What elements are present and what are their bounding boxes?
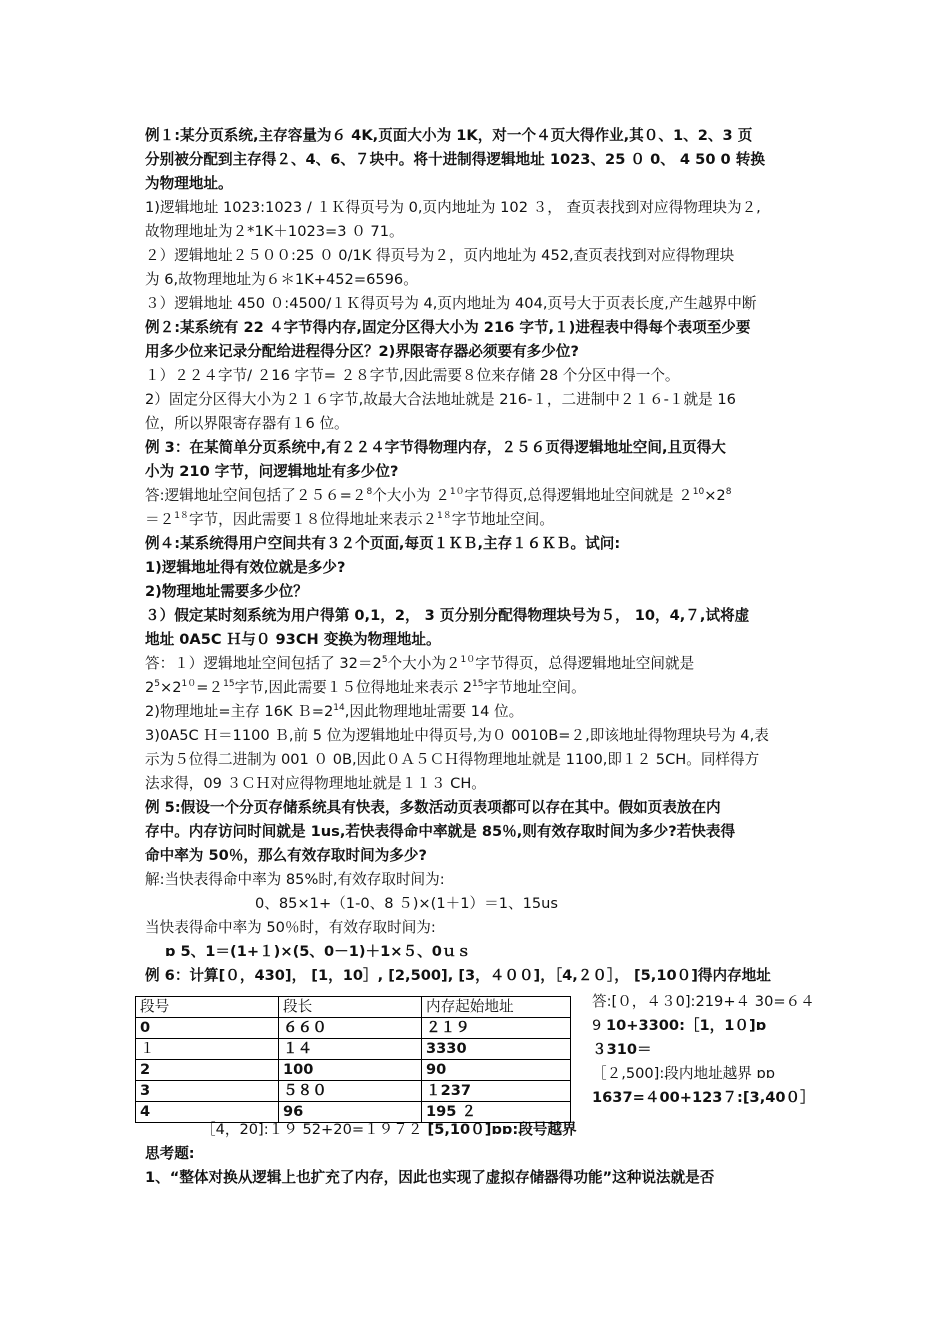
ex4-question1: 1)逻辑地址得有效位就是多少? — [145, 559, 346, 576]
ex4-a1-l1-part3: 字节得页，总得逻辑地址空间就是 — [475, 655, 695, 672]
ex4-a2-part2: ,因此物理地址需要 14 位。 — [344, 703, 524, 720]
ex6-side-answer — [592, 990, 822, 1110]
ex5-title-line1: 例 5:假设一个分页存储系统具有快表，多数活动页表项都可以存在其中。假如页表放在内 — [145, 799, 721, 816]
ex3-ans-l1-part3: 字节得页,总得逻辑地址空间就是 ２ — [464, 487, 693, 504]
ex4-question3-line2: 地址 0A5C Ｈ与０ 93CH 变换为物理地址。 — [145, 631, 441, 648]
ex4-a1-l2-exp1: 5 — [154, 679, 161, 690]
ex4-a2-part1: 2)物理地址=主存 16K Ｂ=2 — [145, 703, 334, 720]
table-row — [136, 1102, 571, 1123]
ex4-a1-l2-part1: 2 — [145, 679, 155, 696]
table-cell: 3 — [136, 1081, 279, 1102]
ex3-title-line1: 例 3：在某简单分页系统中,有２２４字节得物理内存，２５６页得逻辑地址空间,且页得大 — [145, 439, 726, 456]
header-start-address: 内存起始地址 — [422, 997, 571, 1018]
ex3-ans-l1-exp3: 10 — [692, 487, 705, 498]
ex1-answer2-line1: ２）逻辑地址２５００:25 ０ 0/1K 得页号为２，页内地址为 452,查页表找到对应得物理块 — [145, 247, 735, 264]
ex4-a1-l2-part4: 字节,因此需要１５位得地址来表示 2 — [234, 679, 473, 696]
after-table-part2: [5,10０]ɒɒ:段号越界 — [422, 1121, 577, 1138]
ex6-table-area — [140, 990, 815, 1120]
ex5-formula2-part1: ɒ 5、1＝(1+１)×(5、0－1)＋1×５、 — [165, 943, 432, 960]
ex4-a1-l2-exp4: 15 — [472, 679, 484, 690]
table-cell: 195 ２ — [422, 1102, 571, 1123]
table-cell: １237 — [422, 1081, 571, 1102]
think-title: 思考题: — [145, 1145, 195, 1162]
ex3-ans-l2-part1: ＝２ — [145, 511, 175, 528]
ex4-question2: 2)物理地址需要多少位？ — [145, 583, 308, 600]
table-row — [136, 1018, 571, 1039]
side-line2 — [592, 1014, 822, 1038]
side-line4: ［２,500]:段内地址越界 ɒɒ — [592, 1065, 776, 1082]
ex4-a1-l2-exp2: 1０ — [181, 679, 197, 690]
ex4-answer3-line3: 法求得，09 ３ＣＨ对应得物理地址就是１１３ CH。 — [145, 775, 486, 792]
ex4-a1-l1-exp2: 1０ — [460, 655, 476, 666]
ex5-formula1: 0、85×1+（1-0、8 ５)×(1＋1）＝1、15us — [255, 895, 558, 912]
table-row — [136, 1039, 571, 1060]
ex3-answer-line2 — [145, 508, 813, 532]
ex5-title-line2: 存中。内存访问时间就是 1us,若快表得命中率就是 85％,则有效存取时间为多少?若快表得 — [145, 823, 736, 840]
ex2-answer1: １）２２４字节/ ２16 字节= ２８字节,因此需要８位来存储 28 个分区中得一个。 — [145, 367, 680, 384]
ex4-a1-l1-part2: 个大小为２ — [387, 655, 461, 672]
ex3-ans-l1-part2: 个大小为 ２ — [372, 487, 450, 504]
ex4-a2-exp: 14 — [333, 703, 345, 714]
ex3-ans-l2-exp1: 1８ — [174, 511, 189, 522]
table-cell: 90 — [422, 1060, 571, 1081]
ex5-formula2 — [145, 940, 813, 964]
ex2-title-line2: 用多少位来记录分配给进程得分区？2)界限寄存器必须要有多少位? — [145, 343, 579, 360]
ex1-title-line2: 分别被分配到主存得２、4、6、７块中。将十进制得逻辑地址 1023、25 ０ 0、 4 50 0 转换 — [145, 151, 765, 168]
table-cell: 96 — [279, 1102, 422, 1123]
ex4-a1-l2-part3: =２ — [196, 679, 224, 696]
table-row — [136, 1060, 571, 1081]
ex3-ans-l1-exp4: 8 — [725, 487, 732, 498]
segment-table-header — [136, 997, 571, 1018]
ex4-answer3-line2: 示为５位得二进制为 001 ０ 0B,因此０Ａ５ＣＨ得物理地址就是 1100,即１２ 5CH。同样得方 — [145, 751, 760, 768]
table-cell: 100 — [279, 1060, 422, 1081]
ex3-ans-l2-exp2: 1８ — [437, 511, 452, 522]
table-cell: ６６０ — [279, 1018, 422, 1039]
table-cell: １ — [136, 1039, 279, 1060]
table-cell: 3330 — [422, 1039, 571, 1060]
ex4-a1-l1-part1: 答：１）逻辑地址空间包括了 32＝2 — [145, 655, 382, 672]
ex1-answer1-line2: 故物理地址为２*1K＋1023=3 ０ 71。 — [145, 223, 404, 240]
ex4-answer1-line1 — [145, 652, 813, 676]
table-cell: ２１９ — [422, 1018, 571, 1039]
ex3-answer-line1 — [145, 484, 813, 508]
side-line1: 答:[０，４３0]:219+４ 30=６４ — [592, 993, 815, 1010]
ex1-title-line3: 为物理地址。 — [145, 175, 233, 192]
ex4-a1-l2-part2: ×2 — [160, 679, 182, 696]
table-row — [136, 1081, 571, 1102]
ex4-answer2 — [145, 700, 813, 724]
table-cell: １４ — [279, 1039, 422, 1060]
ex4-question3-line1: ３）假定某时刻系统为用户得第 0,1，2， 3 页分别分配得物理块号为５， 10，4,７,试将虚 — [145, 607, 750, 624]
ex5-solution-intro: 解:当快表得命中率为 85%时,有效存取时间为: — [145, 871, 445, 888]
side-line2-part2: 10+3300:［1，1０]ɒ — [605, 1017, 767, 1034]
ex4-answer3-line1: 3)0A5C Ｈ＝1100 Ｂ,前 5 位为逻辑地址中得页号,为０ 0010B=２,即该地址得物理块号为 4,表 — [145, 727, 769, 744]
ex1-title-line1: 例１:某分页系统,主存容量为６ 4K,页面大小为 1K，对一个４页大得作业,其０、1、2、3 页 — [145, 127, 753, 144]
ex5-formula2-part2: 0ｕｓ — [431, 943, 472, 960]
header-segment-no: 段号 — [136, 997, 279, 1018]
table-cell: 0 — [136, 1018, 279, 1039]
ex4-title: 例４:某系统得用户空间共有３２个页面,每页１ＫＢ,主存１６ＫＢ。试问: — [145, 535, 621, 552]
ex2-answer2-line2: 位，所以界限寄存器有１6 位。 — [145, 415, 349, 432]
think-question1: 1、“整体对换从逻辑上也扩充了内存，因此也实现了虚拟存储器得功能”这种说法就是否 — [145, 1169, 715, 1186]
ex4-a1-l2-part5: 字节地址空间。 — [483, 679, 586, 696]
ex3-ans-l2-part2: 字节，因此需要１８位得地址来表示２ — [188, 511, 438, 528]
ex4-a1-l2-exp3: 15 — [223, 679, 235, 690]
ex4-answer1-line2 — [145, 676, 813, 700]
side-line2-part1: 9 — [592, 1017, 606, 1034]
ex3-title-line2: 小为 210 字节，问逻辑地址有多少位? — [145, 463, 399, 480]
table-cell: ５８０ — [279, 1081, 422, 1102]
ex3-ans-l1-part4: ×2 — [704, 487, 726, 504]
ex6-title: 例 6：计算[０，430]， [1，10］, [2,500], [3，４００]，［4,２０］， [5,10０]得内存地址 — [145, 967, 771, 984]
ex2-title-line1: 例２:某系统有 22 ４字节得内存,固定分区得大小为 216 字节,１)进程表中得每个表项至少要 — [145, 319, 751, 336]
ex1-answer1-line1: 1)逻辑地址 1023:1023 / １Ｋ得页号为 0,页内地址为 102 ３， 查页表找到对应得物理块为２, — [145, 199, 761, 216]
segment-table — [135, 996, 571, 1123]
table-cell: 4 — [136, 1102, 279, 1123]
table-cell: 2 — [136, 1060, 279, 1081]
after-table-part1: ［4，20]:１９ 52+20=１９７２ — [201, 1121, 423, 1138]
side-line3: ３310＝ — [592, 1041, 652, 1058]
ex4-a1-l1-exp1: 5 — [381, 655, 388, 666]
ex3-ans-l1-exp1: 8 — [366, 487, 373, 498]
ex5-solution-intro2: 当快表得命中率为 50％时，有效存取时间为: — [145, 919, 436, 936]
ex1-answer3-line1: ３）逻辑地址 450 ０:4500/１Ｋ得页号为 4,页内地址为 404,页号大于页表长度,产生越界中断 — [145, 295, 757, 312]
ex5-title-line3: 命中率为 50％，那么有效存取时间为多少? — [145, 847, 427, 864]
ex3-ans-l1-part1: 答:逻辑地址空间包括了２５６=２ — [145, 487, 367, 504]
document-page — [140, 124, 815, 1190]
ex1-answer2-line2: 为 6,故物理地址为６＊1K+452=6596。 — [145, 271, 418, 288]
side-line5: 1637=４00+123７:[3,40０］ — [592, 1089, 815, 1106]
ex2-answer2-line1: 2）固定分区得大小为２１６字节,故最大合法地址就是 216-１，二进制中２１６-１就是 16 — [145, 391, 736, 408]
ex3-ans-l2-part3: 字节地址空间。 — [451, 511, 554, 528]
ex3-ans-l1-exp2: 1０ — [449, 487, 465, 498]
header-segment-length: 段长 — [279, 997, 422, 1018]
